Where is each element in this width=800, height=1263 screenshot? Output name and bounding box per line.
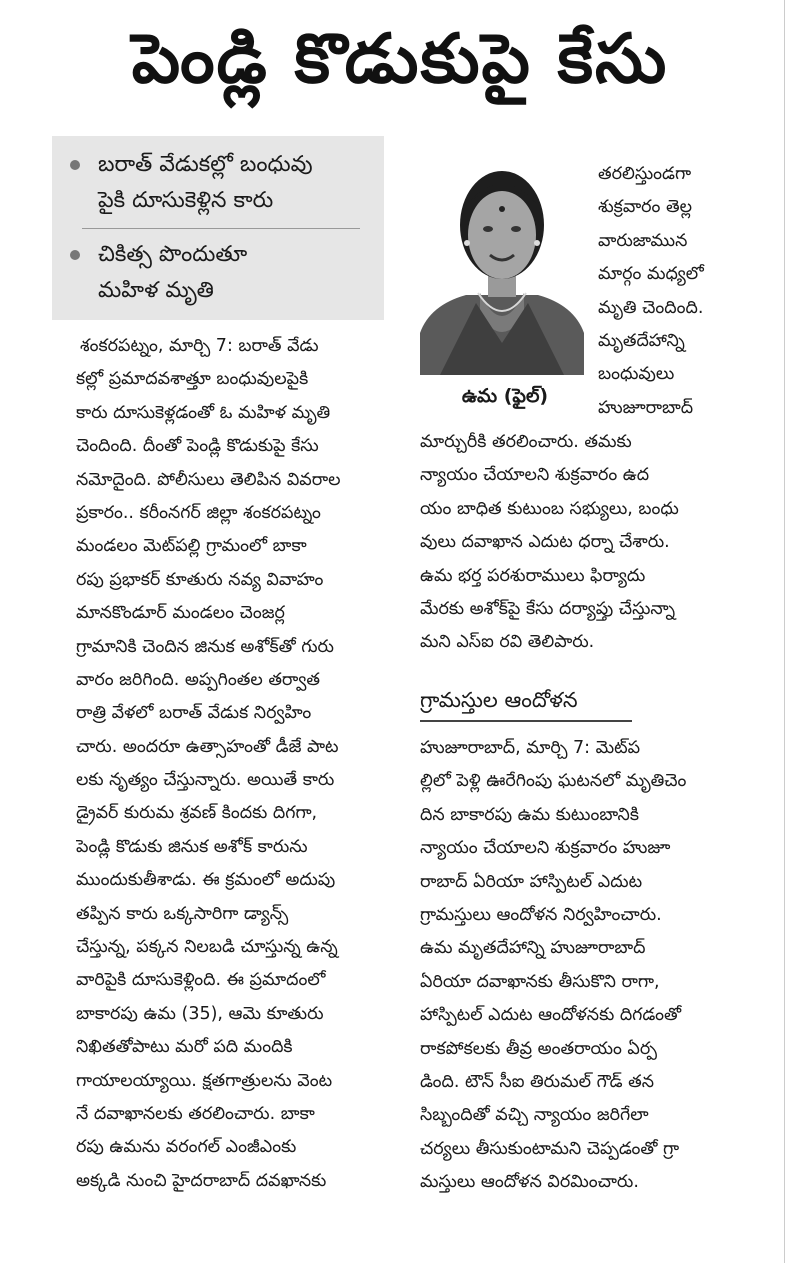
- article-text-line: ముందుకుతీశాడు. ఈ క్రమంలో అదుపు: [76, 870, 336, 891]
- highlight-line: మహిళ మృతి: [98, 278, 214, 303]
- article-text-line: వులు దవాఖాన ఎదుట ధర్నా చేశారు.: [420, 532, 670, 553]
- article-text-line: అక్కడి నుంచి హైదరాబాద్ దవఖానకు: [76, 1170, 327, 1191]
- article-text-line: చారు. అందరూ ఉత్సాహంతో డీజే పాట: [76, 736, 339, 757]
- highlights-box: [52, 136, 384, 320]
- article-text-line: హాస్పిటల్ ఎదుట ఆందోళనకు దిగడంతో: [420, 1005, 682, 1026]
- article-column-left: [76, 330, 388, 1198]
- article-text-line: మృతదేహాన్ని: [598, 330, 685, 351]
- article-text-line: రాకపోకలకు తీవ్ర అంతరాయం ఏర్ప: [420, 1038, 657, 1059]
- article-text-line: నిఖితతోపాటు మరో పది మందికి: [76, 1037, 293, 1058]
- article-text-line: వారుజామున: [598, 230, 688, 251]
- page-edge-divider: [784, 0, 785, 1263]
- article-text-line: దిన బాకారపు ఉమ కుటుంబానికి: [420, 804, 639, 825]
- article-text-line: న్యాయం చేయాలని శుక్రవారం హుజూ: [420, 838, 671, 859]
- article-text-line: సిబ్బందితో వచ్చి న్యాయం జరిగేలా: [420, 1105, 649, 1126]
- article-text-line: మృతి చెందింది.: [598, 297, 704, 318]
- portrait-photo: [420, 143, 584, 375]
- bullet-icon: [70, 160, 80, 170]
- article-text-line: న్యాయం చేయాలని శుక్రవారం ఉద: [420, 465, 650, 486]
- article-text-line: మార్గం మధ్యలో: [598, 264, 704, 285]
- article-text-line: మండలం మెట్‌పల్లి గ్రామంలో బాకా: [76, 536, 307, 557]
- article-column-right-mid: [420, 426, 765, 660]
- article-text-line: రాబాద్ ఏరియా హాస్పిటల్ ఎదుట: [420, 871, 643, 892]
- highlight-divider: [82, 228, 360, 229]
- article-text-line: ల్లిలో పెళ్లి ఊరేగింపు ఘటనలో మృతిచెం: [420, 771, 687, 792]
- article-text-line: గ్రామస్తులు ఆందోళన నిర్వహించారు.: [420, 904, 662, 925]
- article-text-line: బాకారపు ఉమ (35), ఆమె కూతురు: [76, 1003, 324, 1024]
- article-text-line: యం బాధిత కుటుంబ సభ్యులు, బంధు: [420, 498, 679, 519]
- article-text-line: నమోదైంది. పోలీసులు తెలిపిన వివరాల: [76, 469, 341, 490]
- woman-portrait-image: [420, 143, 584, 375]
- photo-caption: ఉమ (ఫైల్): [420, 378, 590, 414]
- article-text-line: రపు ప్రభాకర్ కూతురు నవ్య వివాహం: [76, 569, 324, 590]
- article-text-line: రపు ఉమను వరంగల్ ఎంజీఎంకు: [76, 1137, 297, 1158]
- article-text-line: ప్రకారం.. కరీంనగర్ జిల్లా శంకరపట్నం: [76, 502, 321, 523]
- article-text-line: శుక్రవారం తెల్ల: [598, 197, 692, 218]
- highlight-line: చికిత్స పొందుతూ: [98, 242, 248, 267]
- highlight-line: పైకి దూసుకెళ్లిన కారు: [98, 188, 274, 213]
- article-text-line: మస్తులు ఆందోళన విరమించారు.: [420, 1172, 639, 1193]
- article-text-line: మానకొండూర్ మండలం చెంజర్ల: [76, 603, 285, 624]
- headline: పెండ్లి కొడుకుపై కేసు: [131, 20, 669, 99]
- article-text-line: లకు నృత్యం చేస్తున్నారు. అయితే కారు: [76, 770, 335, 791]
- article-text-line: చెందింది. దీంతో పెండ్లి కొడుకుపై కేసు: [76, 436, 319, 457]
- article-text-line: కల్లో ప్రమాదవశాత్తూ బంధువులపైకి: [76, 369, 309, 390]
- article-text-line: తరలిస్తుండగా: [598, 164, 692, 184]
- article-text-line: చర్యలు తీసుకుంటామని చెప్పడంతో గ్రా: [420, 1138, 680, 1159]
- article-text-line: ఉమ మృతదేహాన్ని హుజూరాబాద్: [420, 938, 646, 959]
- article-text-line: రాత్రి వేళలో బరాత్ వేడుక నిర్వహిం: [76, 703, 312, 724]
- subheading-underline: [420, 720, 632, 722]
- article-text-line: ఉమ భర్త పరశురాములు ఫిర్యాదు: [420, 565, 646, 586]
- article-column-right-bottom: [420, 732, 765, 1199]
- article-text-line: హుజూరాబాద్: [598, 397, 694, 418]
- article-text-line: డింది. టౌన్ సీఐ తిరుమల్ గౌడ్ తన: [420, 1071, 654, 1092]
- article-text-line: హుజూరాబాద్, మార్చి 7: మెట్‌ప: [420, 738, 641, 758]
- article-text-line: డ్రైవర్ కురుమ శ్రవణ్ కిందకు దిగగా,: [76, 803, 318, 824]
- highlight-line: బరాత్ వేడుకల్లో బంధువు: [98, 152, 313, 177]
- article-text-line: తప్పిన కారు ఒక్కసారిగా డ్యాన్స్: [76, 903, 289, 924]
- article-text-line: నే దవాఖానలకు తరలించారు. బాకా: [76, 1103, 315, 1124]
- article-text-line: కారు దూసుకెళ్లడంతో ఓ మహిళ మృతి: [76, 402, 331, 423]
- article-text-line: వారం జరిగింది. అప్పగింతల తర్వాత: [76, 669, 320, 690]
- article-text-line: వారిపైకి దూసుకెళ్లింది. ఈ ప్రమాదంలో: [76, 970, 326, 991]
- article-text-line: మేరకు అశోక్‌పై కేసు దర్యాప్తు చేస్తున్నా: [420, 598, 675, 619]
- article-text-line: శంకరపట్నం, మార్చి 7: బరాత్ వేడు: [80, 336, 319, 356]
- article-text-line: గాయాలయ్యాయి. క్షతగాత్రులను వెంట: [76, 1070, 333, 1091]
- article-text-line: మని ఎస్ఐ రవి తెలిపారు.: [420, 632, 595, 653]
- article-text-line: ఏరియా దవాఖానకు తీసుకొని రాగా,: [420, 971, 660, 992]
- article-text-line: బంధువులు: [598, 364, 675, 385]
- article-text-line: చేస్తున్న, పక్కన నిలబడి చూస్తున్న ఉన్న: [76, 937, 338, 958]
- article-text-line: మార్చురీకి తరలించారు. తమకు: [420, 432, 632, 452]
- article-column-right-top: [598, 158, 768, 425]
- article-text-line: గ్రామానికి చెందిన జినుక అశోక్‌తో గురు: [76, 636, 334, 657]
- subheading: గ్రామస్తుల ఆందోళన: [420, 688, 578, 712]
- bullet-icon: [70, 250, 80, 260]
- article-text-line: పెండ్లి కొడుకు జినుక అశోక్ కారును: [76, 836, 308, 857]
